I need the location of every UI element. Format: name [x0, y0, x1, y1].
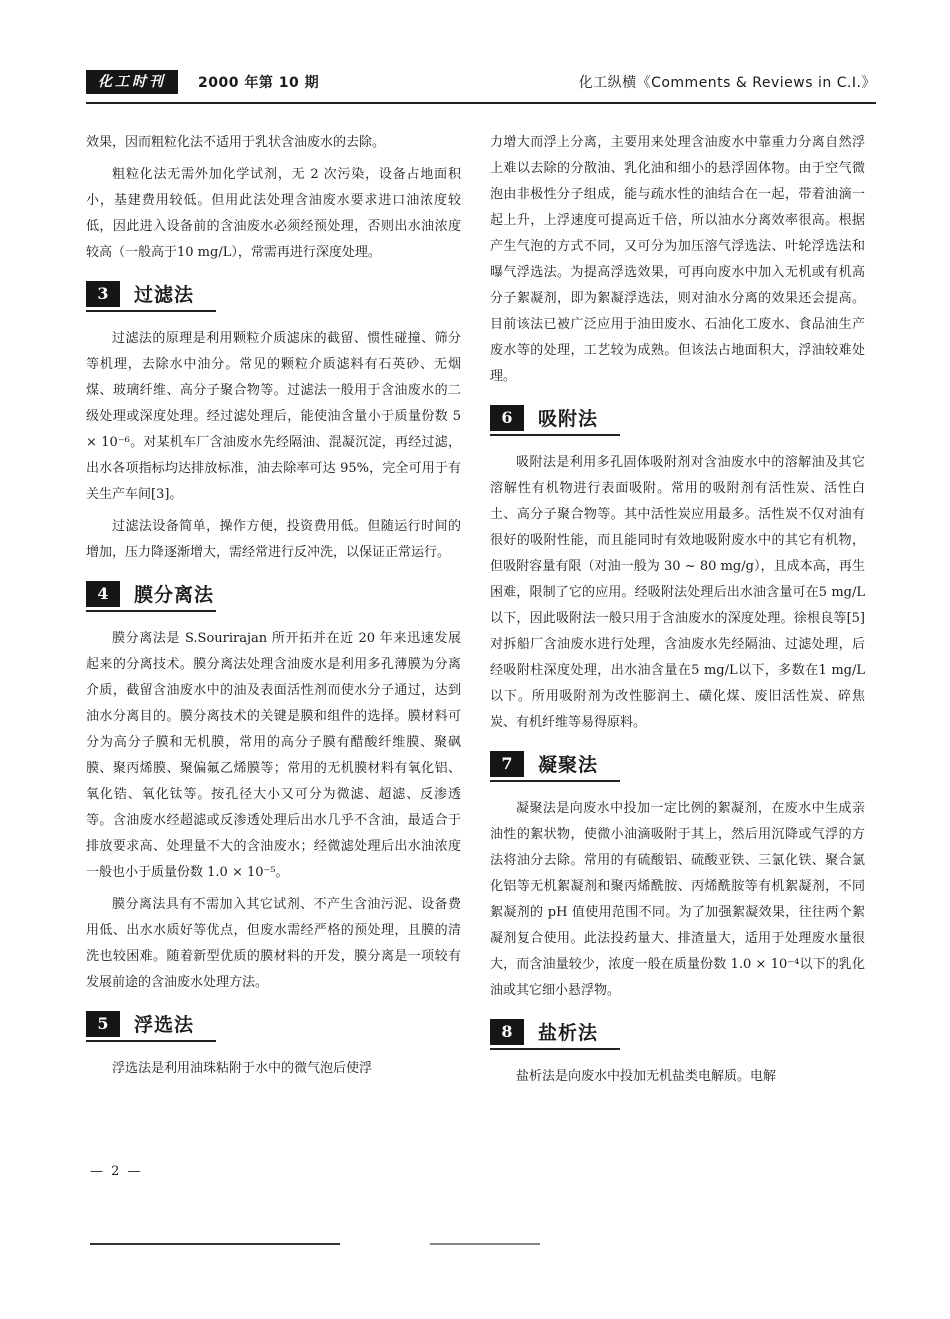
- paragraph: 膜分离法具有不需加入其它试剂、不产生含油污泥、设备费用低、出水水质好等优点，但废水需经严格的预处理，且膜的清洗也较困难。随着新型优质的膜材料的开发，膜分离是一项较有发展前途的含油废水处理方法。: [86, 897, 461, 990]
- section-heading-6: [490, 402, 620, 436]
- section-number: 4: [86, 581, 120, 607]
- section-number: 7: [490, 751, 524, 777]
- section-heading-5: [86, 1008, 216, 1042]
- right-column: [490, 130, 865, 1096]
- section-number: 6: [490, 405, 524, 431]
- issue-label: 2000 年第 10 期: [198, 75, 320, 91]
- left-column: [86, 130, 461, 1088]
- paragraph: 力增大而浮上分离，主要用来处理含油废水中靠重力分离自然浮上难以去除的分散油、乳化油和细小的悬浮固体物。由于空气微泡由非极性分子组成，能与疏水性的油结合在一起，带着油滴一起上升，上浮速度可提高近千倍，所以油水分离效率很高。根据产生气泡的方式不同，又可分为加压溶气浮选法、叶轮浮选法和曝气浮选法。为提高浮选效果，可再向废水中加入无机或有机高分子絮凝剂，即为絮凝浮选法，则对油水分离的效果还会提高。目前该法已被广泛应用于油田废水、石油化工废水、食品油生产废水等的处理，工艺较为成熟。但该法占地面积大，浮油较难处理。: [490, 135, 865, 384]
- paragraph: 盐析法是向废水中投加无机盐类电解质。电解: [516, 1069, 777, 1084]
- section-title: 膜分离法: [134, 584, 215, 606]
- section-number: 3: [86, 281, 120, 307]
- paragraph: 吸附法是利用多孔固体吸附剂对含油废水中的溶解油及其它溶解性有机物进行表面吸附。常用的吸附剂有活性炭、活性白土、高分子聚合物等。其中活性炭应用最多。活性炭不仅对油有很好的吸附性能，而且能同时有效地吸附废水中的其它有机物，但吸附容量有限（对油一般为 30 ~ 80 mg/g），且成本高，再生困难，限制了它的应用。经吸附法处理后出水油含量可在5 mg/L以下，因此吸附法一般只用于含油废水的深度处理。徐根良等[5]对拆船厂含油废水进行处理，含油废水先经隔油、过滤处理，后经吸附柱深度处理，出水油含量在5 mg/L以下，多数在1 mg/L以下。所用吸附剂为改性膨润土、磺化煤、废旧活性炭、碎焦炭、有机纤维等易得原料。: [490, 455, 865, 730]
- section-number: 8: [490, 1019, 524, 1045]
- paragraph: 粗粒化法无需外加化学试剂，无 2 次污染，设备占地面积小，基建费用较低。但用此法处理含油废水要求进口油浓度较低，因此进入设备前的含油废水必须经预处理，否则出水油浓度较高（一般高于10 mg/L），常需再进行深度处理。: [86, 167, 461, 260]
- journal-name-badge: 化工时刊: [86, 70, 178, 94]
- section-label: 化工纵横《Comments & Reviews in C.I.》: [578, 75, 876, 91]
- section-title: 凝聚法: [538, 754, 599, 776]
- section-title: 吸附法: [538, 408, 599, 430]
- paragraph: 凝聚法是向废水中投加一定比例的絮凝剂，在废水中生成亲油性的絮状物，使微小油滴吸附于其上，然后用沉降或气浮的方法将油分去除。常用的有硫酸铝、硫酸亚铁、三氯化铁、聚合氯化铝等无机絮凝剂和聚丙烯酰胺、丙烯酰胺等有机絮凝剂，不同絮凝剂的 pH 值使用范围不同。为了加强絮凝效果，往往两个絮凝剂复合使用。此法投药量大、排渣量大，适用于处理废水量很大，而含油量较少，浓度一般在质量份数 1.0 × 10⁻⁴以下的乳化油或其它细小悬浮物。: [490, 801, 865, 998]
- section-title: 盐析法: [538, 1022, 599, 1044]
- paragraph: 膜分离法是 S.Sourirajan 所开拓并在近 20 年来迅速发展起来的分离技术。膜分离法处理含油废水是利用多孔薄膜为分离介质，截留含油废水中的油及表面活性剂而使水分子通过，达到油水分离目的。膜分离技术的关键是膜和组件的选择。膜材料可分为高分子膜和无机膜，常用的高分子膜有醋酸纤维膜、聚砜膜、聚丙烯膜、聚偏氟乙烯膜等；常用的无机膜材料有氧化铝、氧化锆、氧化钛等。按孔径大小又可分为微滤、超滤、反渗透等。含油废水经超滤或反渗透处理后出水几乎不含油，最适合于排放要求高、处理量不大的含油废水；经微滤处理后出水油浓度一般也小于质量份数 1.0 × 10⁻⁵。: [86, 631, 461, 880]
- section-heading-4: [86, 578, 216, 612]
- section-heading-7: [490, 748, 620, 782]
- paragraph: 浮选法是利用油珠粘附于水中的微气泡后使浮: [112, 1061, 373, 1076]
- section-heading-8: [490, 1016, 620, 1050]
- bottom-rule-right: [430, 1243, 540, 1245]
- section-title: 浮选法: [134, 1014, 195, 1036]
- paragraph: 过滤法的原理是利用颗粒介质滤床的截留、惯性碰撞、筛分等机理，去除水中油分。常见的颗粒介质滤料有石英砂、无烟煤、玻璃纤维、高分子聚合物等。过滤法一般用于含油废水的二级处理或深度处理。经过滤处理后，能使油含量小于质量份数 5 × 10⁻⁶。对某机车厂含油废水先经隔油、混凝沉淀，再经过滤，出水各项指标均达排放标准，油去除率可达 95%，完全可用于有关生产车间[3]。: [86, 331, 461, 502]
- paragraph: 效果，因而粗粒化法不适用于乳状含油废水的去除。: [86, 135, 386, 150]
- page-number: — 2 —: [90, 1164, 143, 1179]
- header-rule: [86, 102, 876, 104]
- section-title: 过滤法: [134, 284, 195, 306]
- section-number: 5: [86, 1011, 120, 1037]
- bottom-rule-left: [90, 1243, 340, 1245]
- running-header: [86, 68, 876, 98]
- paragraph: 过滤法设备简单，操作方便，投资费用低。但随运行时间的增加，压力降逐渐增大，需经常进行反冲洗，以保证正常运行。: [86, 519, 461, 560]
- section-heading-3: [86, 278, 216, 312]
